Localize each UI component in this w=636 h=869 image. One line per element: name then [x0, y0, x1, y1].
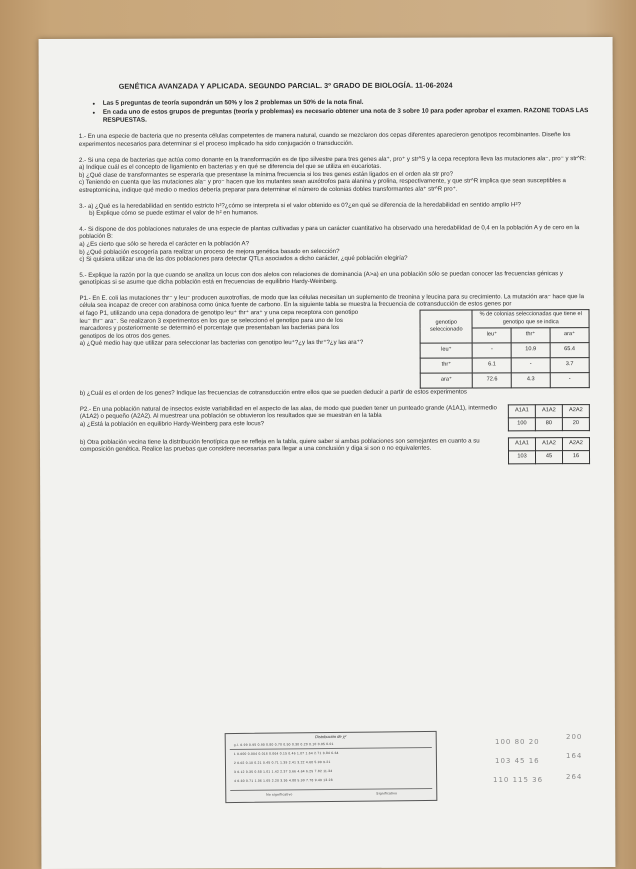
problem-2-part-b	[80, 437, 590, 466]
table-cell: 80	[535, 418, 562, 431]
table-cell: -	[511, 358, 550, 373]
table-header: A1A1	[508, 405, 535, 418]
table-header-percent: % de colonias seleccionadas que tiene el genotipo que se indica	[472, 310, 589, 329]
table-cell: 100	[508, 418, 535, 431]
question-2-b: b) ¿Qué clase de transformantes se esperaría que presentase la mínima frecuencia si los tres genes están ligados en el orden ala str pro?	[79, 170, 453, 179]
question-2-a: a) Indique cuál es el concepto de ligamiento en bacterias y en qué se diferencia del que se utiliza en eucariotas.	[78, 162, 382, 172]
question-4-b: b) ¿Qué población escogería para realizar un proceso de mejora genética basado en selección?	[79, 247, 340, 256]
question-3-a: 3.- a) ¿Qué es la heredabilidad en sentido estricto h²?¿cómo se interpreta si el valor obtenido es 0?¿en qué se diferencia de la heredabilidad en sentido amplio H²?	[79, 200, 521, 210]
table-subheader: ara⁺	[550, 328, 589, 343]
problem-1-a: a) ¿Qué medio hay que utilizar para seleccionar las bacterias con genotipo leu⁺?¿y las thr⁺?¿y las ara⁺?	[79, 339, 364, 348]
table-cell-genotype: thr⁺	[420, 358, 472, 373]
handwritten-note: 164	[566, 752, 583, 760]
table-row	[508, 417, 589, 430]
handwritten-note: 110 115 36	[493, 776, 544, 784]
table-row	[420, 358, 589, 374]
chi-square-row: 4 0.30 0.71 1.06 1.65 2.20 3.36 4.88 5.99 7.78 9.49 13.28	[234, 777, 333, 784]
table-cell: 10.9	[511, 343, 550, 358]
table-cell: 20	[562, 417, 589, 430]
exam-content	[79, 81, 590, 466]
table-header: A2A2	[562, 437, 589, 450]
problem-1-intro: P1.- En E. coli las mutaciones thr⁻ y leu⁻ producen auxotrofías, de modo que las células necesitan un suplemento de treonina y leucina para su crecimiento. La mutación ara⁻ hace que la célula sea incapaz de crecer con arabinosa como única fuente de carbono. En la siguiente tabla se muestra la frecuencia de cotransducción de estos genes por	[79, 292, 585, 310]
table-header: A2A2	[562, 404, 589, 417]
handwritten-note: 264	[566, 773, 583, 781]
problem-1	[79, 293, 589, 398]
table-header: A1A2	[535, 405, 562, 418]
problem-1-text	[79, 309, 364, 348]
problem-2-part-a	[80, 404, 590, 433]
table-cell: -	[473, 343, 512, 358]
table-subheader: leu⁺	[472, 328, 511, 343]
handwritten-note: 200	[566, 733, 583, 741]
chi-square-table	[225, 731, 438, 803]
question-4	[79, 224, 589, 264]
question-4-intro: 4.- Si dispone de dos poblaciones naturales de una especie de plantas cultivadas y para un carácter cuantitativo ha observado una heredabilidad de 0,4 en la población A y de cero en la población B:	[79, 223, 580, 241]
problem-2-a-text	[80, 404, 500, 432]
problem-2-b-text	[80, 437, 500, 465]
table-cell: 103	[508, 451, 535, 464]
table-cell: 65.4	[550, 343, 589, 358]
table-cell: 16	[562, 450, 589, 463]
table-cell: 4.3	[511, 373, 550, 388]
chi-square-row: 1 0.000 0.004 0.016 0.064 0.15 0.46 1.07 1.64 2.71 3.84 6.64	[233, 750, 339, 757]
problem-2-intro: P2.- En una población natural de insectos existe variabilidad en el aspecto de las alas, de modo que pueden tener un punteado grande (A1A1), intermedio (A1A2) o pequeño (A2A2). Al muestrear una población se obtuvieron los resultados que se muestran en la tabla	[79, 404, 497, 421]
cotransduction-table	[420, 309, 590, 389]
chi-square-footer: No significativo	[266, 792, 293, 797]
handwritten-note: 100 80 20	[495, 738, 540, 746]
question-2-c: c) Teniendo en cuenta que las mutaciones ala⁻ y pro⁻ hacen que los mutantes sean auxótrofos para alanina y prolina, respectivamente, y que str^R implica que sean susceptibles a estreptomicina, indique qué medio o medios debería preparar para determinar el número de colonias dobles transformantes ala⁺ str^R pro⁺.	[79, 177, 566, 194]
table-subheader: thr⁺	[511, 328, 550, 343]
question-5: 5.- Explique la razón por la que cuando se analiza un locus con dos alelos con relaciones de dominancia (A>a) en una población sólo se puedan conocer las frecuencias génicas y genotípicas si se asume que dicha población está en frecuencias de equilibrio Hardy-Weinberg.	[79, 269, 563, 287]
problem-1-body	[79, 308, 589, 390]
problem-2-b: b) Otra población vecina tiene la distribución fenotípica que se refleja en la tabla, quiere saber si ambas poblaciones son semejantes en cuanto a su composición genética. Realice las pruebas que considere necesarias para llegar a una conclusión y diga si son o no equivalentes.	[79, 437, 480, 454]
chi-square-row: 3 0.12 0.35 0.58 1.01 1.42 2.37 3.66 4.64 6.25 7.82 11.34	[234, 768, 333, 775]
table-row	[508, 450, 589, 463]
problem-2-a: a) ¿Está la población en equilibrio Hardy-Weinberg para este locus?	[79, 420, 265, 428]
question-4-c: c) Si quisiera utilizar una de las dos poblaciones para detectar QTLs asociados a dicho carácter, ¿qué población elegiría?	[79, 254, 408, 263]
table-cell: 3.7	[550, 358, 589, 373]
chi-square-footer: Significativo	[376, 791, 398, 796]
population-2-table	[508, 437, 590, 464]
problem-1-b: b) ¿Cuál es el orden de los genes? Indique las frecuencias de cotransducción entre ellos que se pueden deducir a partir de estos experimentos	[79, 388, 468, 398]
table-row	[420, 373, 589, 389]
table-cell: -	[550, 373, 589, 388]
table-cell: 72.6	[473, 373, 512, 388]
table-header: A1A2	[535, 438, 562, 451]
question-1: 1.- En una especie de bacteria que no presenta células competentes de manera natural, cuando se mezclaron dos cepas diferentes aparecieron genotipos recombinantes. Diseñe los experimentos necesarios para determinar si el proceso implicado ha sido conjugación o transducción.	[78, 131, 571, 148]
population-1-table	[508, 404, 590, 431]
question-2	[79, 155, 589, 195]
problem-1-description: el fago P1, utilizando una cepa donadora de genotipo leu⁺ thr⁺ ara⁺ y una cepa receptora con genotipo leu⁻ thr⁻ ara⁻. Se realizaron 3 experimentos en los que se seleccionó el genotipo para uno de los marcadores y posteriormente se determinó el porcentaje que presentaban las bacterias para los genotipos de los otros dos genes.	[79, 308, 359, 340]
problem-2	[80, 404, 590, 466]
table-cell-genotype: ara⁺	[420, 373, 472, 388]
table-cell: 45	[535, 451, 562, 464]
exam-rules	[93, 98, 589, 125]
table-cell-genotype: leu⁺	[420, 343, 472, 358]
chi-square-title: Distribución de χ²	[315, 733, 347, 740]
question-3	[79, 201, 589, 218]
rule-item: • Las 5 preguntas de teoría supondrán un 50% y los 2 problemas un 50% de la nota final.	[103, 98, 589, 107]
table-header: A1A1	[508, 438, 535, 451]
question-3-b: b) Explique cómo se puede estimar el valor de h² en humanos.	[89, 209, 259, 217]
question-4-a: a) ¿Es cierto que sólo se hereda el carácter en la población A?	[79, 240, 249, 248]
chi-square-row: g.l. 0.99 0.95 0.90 0.80 0.70 0.50 0.30 0.20 0.10 0.05 0.01	[233, 741, 334, 748]
table-header-genotype: genotipo seleccionado	[420, 310, 473, 343]
chi-square-row: 2 0.02 0.10 0.21 0.45 0.71 1.39 2.41 3.22 4.60 5.99 9.21	[233, 760, 331, 766]
question-2-intro: 2.- Si una cepa de bacterias que actúa como donante en la transformación es de tipo silvestre para tres genes ala⁺, pro⁺ y str^S y la cepa receptora lleva las mutaciones ala⁻, pro⁻ y str^R:	[78, 154, 587, 164]
handwritten-note: 103 45 16	[495, 757, 540, 765]
exam-title: GENÉTICA AVANZADA Y APLICADA. SEGUNDO PARCIAL. 3º GRADO DE BIOLOGÍA. 11-06-2024	[118, 80, 453, 91]
rule-item: • En cada uno de estos grupos de preguntas (teoría y problemas) es necesario obtener una nota de 3 sobre 10 para poder aprobar el examen. RAZONE TODAS LAS RESPUESTAS.	[103, 107, 589, 124]
table-row	[420, 343, 589, 359]
table-cell: 6.1	[473, 358, 512, 373]
